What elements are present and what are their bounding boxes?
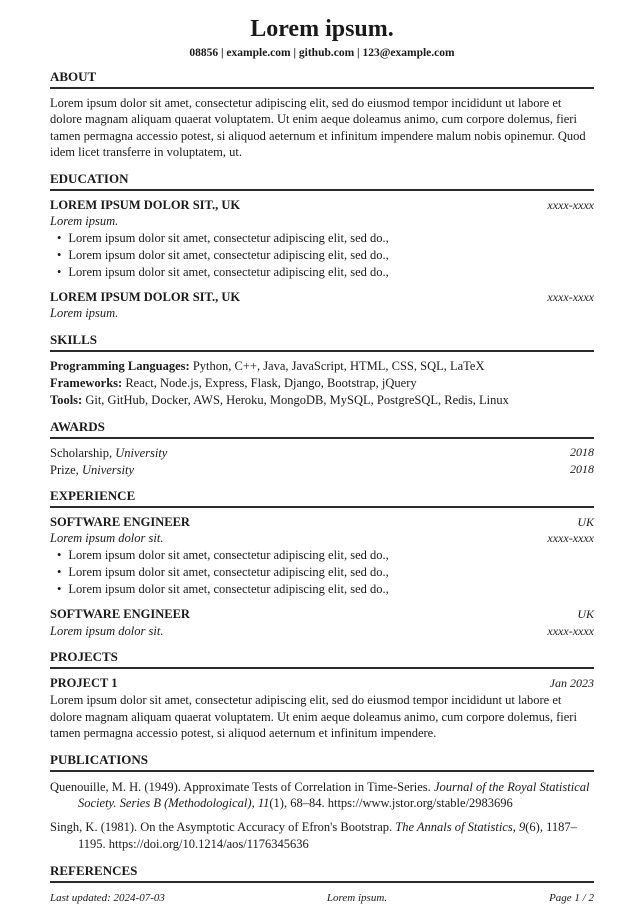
publication-citation: Singh, K. (1981). On the Asymptotic Accuracy of Efron's Bootstrap. [50,820,396,835]
contact-line: 08856 | example.com | github.com | 123@example.com [189,46,455,59]
project-entry-header [50,675,594,691]
publication-item [50,779,594,813]
bullet-text: Lorem ipsum dolor sit amet, consectetur adipiscing elit, sed do., [68,565,389,580]
bullet-icon: • [57,231,62,246]
list-item [50,230,594,247]
experience-entry-subheader [50,530,594,546]
publication-link[interactable]: https://doi.org/10.1214/aos/1176345636 [108,837,309,852]
section-heading-about: ABOUT [50,69,594,89]
experience-entry [50,514,594,597]
section-about [50,69,594,161]
publication-separator: , [512,820,520,835]
experience-date: xxxx-xxxx [547,531,594,546]
experience-job-title: SOFTWARE ENGINEER [50,514,190,529]
award-name [50,445,167,461]
list-item [50,247,594,264]
section-heading-awards: AWARDS [50,419,594,439]
section-heading-education: EDUCATION [50,171,594,191]
list-item [50,564,594,581]
footer-last-updated: Last updated: 2024-07-03 [50,892,165,904]
skills-line [50,358,594,375]
award-org: University [81,462,135,477]
award-row [50,445,594,461]
bullet-icon: • [57,565,62,580]
bullet-icon: • [57,264,62,279]
education-entry-header [50,197,594,213]
skills-category-label: Frameworks: [50,375,123,390]
award-year: 2018 [570,445,594,460]
experience-company: Lorem ipsum dolor sit. [50,531,164,546]
publication-journal: Journal of the Royal Statistical Society. Series B (Methodological) [78,779,590,811]
skills-values: Git, GitHub, Docker, AWS, Heroku, MongoDB, MySQL, PostgreSQL, Redis, Linux [82,393,509,408]
skills-values: Python, C++, Java, JavaScript, HTML, CSS, SQL, LaTeX [189,358,485,373]
education-entry-header [50,289,594,305]
page-footer [50,892,594,904]
publication-item [50,819,594,853]
awards-list [50,445,594,478]
about-text: Lorem ipsum dolor sit amet, consectetur adipiscing elit, sed do eiusmod tempor incididunt ut labore et dolore magnam aliquam quaerat voluptatem. Ut enim aeque doleamus animo, cum corpore dolemus, fieri tamen permagna accessio potest, si aliquod aeternum et infinitum impendere malum nobis opinemur. Quod idem licet transferre in voluptatem, ut. [50,95,586,160]
publication-citation: Quenouille, M. H. (1949). Approximate Tests of Correlation in Time-Series. [50,779,434,794]
education-entry-date: xxxx-xxxx [547,197,594,212]
experience-job-title: SOFTWARE ENGINEER [50,607,190,622]
bullet-text: Lorem ipsum dolor sit amet, consectetur adipiscing elit, sed do., [68,247,389,262]
section-heading-skills: SKILLS [50,332,594,352]
bullet-icon: • [57,247,62,262]
list-item [50,264,594,281]
section-education [50,171,594,322]
experience-entry [50,606,594,639]
education-entry-date: xxxx-xxxx [547,290,594,305]
footer-title: Lorem ipsum. [326,892,388,904]
education-entry-subtitle: Lorem ipsum. [50,306,119,321]
bullet-text: Lorem ipsum dolor sit amet, consectetur adipiscing elit, sed do., [68,231,389,246]
award-title: Scholarship, [50,446,116,461]
publication-volume: 11 [257,796,270,811]
education-entry [50,289,594,322]
section-heading-experience: EXPERIENCE [50,488,594,508]
publication-volume: 9 [519,820,526,835]
footer-page-number: Page 1 / 2 [549,892,594,904]
publication-separator: , [251,796,258,811]
experience-date: xxxx-xxxx [547,623,594,638]
experience-entry-header [50,606,594,622]
publication-pages: (1), 68–84. [269,796,328,811]
education-entry [50,197,594,280]
skills-category-label: Programming Languages: [50,358,190,373]
section-heading-publications: PUBLICATIONS [50,752,594,772]
award-row [50,462,594,478]
skills-list [50,358,594,410]
experience-entry-subheader [50,623,594,639]
education-entry-title: LOREM IPSUM DOLOR SIT., UK [50,197,241,212]
award-name [50,462,134,478]
project-description: Lorem ipsum dolor sit amet, consectetur adipiscing elit, sed do eiusmod tempor incididunt ut labore et dolore magnam aliquam quaerat voluptatem. Ut enim aeque doleamus animo, cum corpore dolemus, fieri tamen permagna accessio potest, si aliquod aeternum et infinitum impendere. [50,693,577,741]
bullet-icon: • [57,548,62,563]
experience-entry-header [50,514,594,530]
skills-values: React, Node.js, Express, Flask, Django, Bootstrap, jQuery [122,375,417,390]
bullet-icon: • [57,581,62,596]
list-item [50,581,594,598]
education-entry-title: LOREM IPSUM DOLOR SIT., UK [50,290,241,305]
experience-bullet-list [50,547,594,597]
publication-link[interactable]: https://www.jstor.org/stable/2983696 [327,796,513,811]
experience-location: UK [577,514,594,529]
section-references [50,863,594,883]
publication-journal: The Annals of Statistics [395,820,513,835]
project-entry [50,675,594,742]
section-awards [50,419,594,478]
experience-location: UK [577,607,594,622]
education-bullet-list [50,230,594,280]
section-heading-references: REFERENCES [50,863,594,883]
award-org: University [115,446,168,461]
bullet-text: Lorem ipsum dolor sit amet, consectetur adipiscing elit, sed do., [68,264,389,279]
award-year: 2018 [570,461,594,476]
skills-category-label: Tools: [50,393,83,408]
section-projects [50,649,594,742]
list-item [50,547,594,564]
experience-company: Lorem ipsum dolor sit. [50,623,164,638]
page-title: Lorem ipsum. [250,16,394,42]
section-heading-projects: PROJECTS [50,649,594,669]
education-entry-subtitle: Lorem ipsum. [50,214,119,229]
section-skills [50,332,594,410]
publication-pages: (6), 1187–1195. [78,820,577,852]
bullet-text: Lorem ipsum dolor sit amet, consectetur adipiscing elit, sed do., [68,581,389,596]
skills-line [50,392,594,409]
project-date: Jan 2023 [549,675,594,690]
bullet-text: Lorem ipsum dolor sit amet, consectetur adipiscing elit, sed do., [68,548,389,563]
section-publications [50,752,594,854]
project-title: PROJECT 1 [50,675,118,690]
section-experience [50,488,594,639]
award-title: Prize, [50,462,82,477]
skills-line [50,375,594,392]
